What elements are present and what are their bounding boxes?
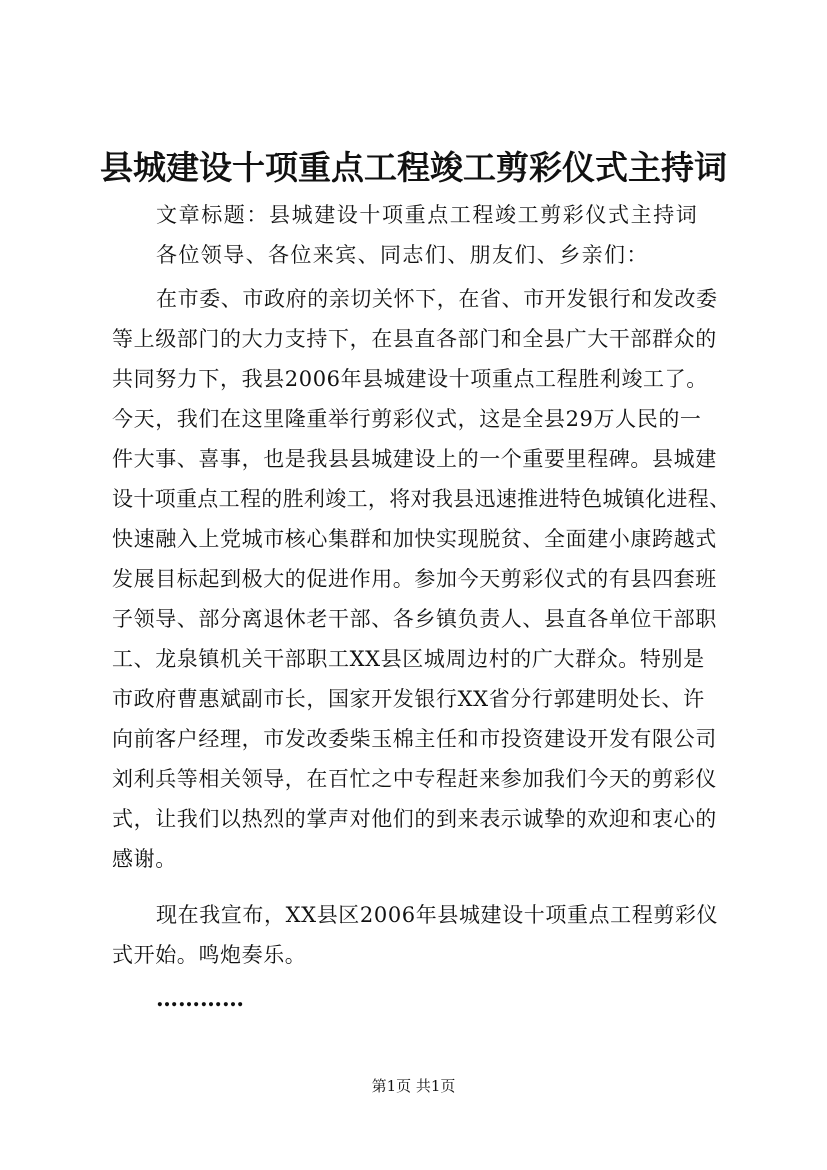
text-line: 向前客户经理，市发改委柴玉棉主任和市投资建设开发有限公司: [112, 727, 717, 751]
text-line: 今天，我们在这里隆重举行剪彩仪式，这是全县29万人民的一: [112, 407, 702, 431]
text-line: 市政府曹惠斌副市长，国家开发银行XX省分行郭建明处长、许: [112, 687, 705, 711]
text-line: 子领导、部分离退休老干部、各乡镇负责人、县直各单位干部职: [112, 607, 717, 631]
page-footer: 第1页 共1页: [371, 1077, 456, 1095]
text-line: 共同努力下，我县2006年县城建设十项重点工程胜利竣工了。: [112, 367, 708, 391]
text-line: 件大事、喜事，也是我县县城建设上的一个重要里程碑。县城建: [112, 447, 717, 471]
text-line: 发展目标起到极大的促进作用。参加今天剪彩仪式的有县四套班: [112, 567, 717, 591]
article-subtitle: 文章标题：县城建设十项重点工程竣工剪彩仪式主持词: [156, 203, 699, 227]
text-line: 在市委、市政府的亲切关怀下，在省、市开发银行和发改委: [156, 287, 718, 311]
ellipsis-line: …………: [156, 986, 244, 1012]
text-line: 现在我宣布，XX县区2006年县城建设十项重点工程剪彩仪: [156, 903, 719, 927]
text-line: 工、龙泉镇机关干部职工XX县区城周边村的广大群众。特别是: [112, 647, 705, 671]
greeting-line: 各位领导、各位来宾、同志们、朋友们、乡亲们：: [156, 243, 649, 267]
text-line: 感谢。: [112, 847, 177, 871]
document-title: 县城建设十项重点工程竣工剪彩仪式主持词: [100, 148, 727, 187]
text-line: 设十项重点工程的胜利竣工，将对我县迅速推进特色城镇化进程、: [112, 487, 731, 511]
text-line: 刘利兵等相关领导，在百忙之中专程赶来参加我们今天的剪彩仪: [112, 767, 717, 791]
text-line: 快速融入上党城市核心集群和加快实现脱贫、全面建小康跨越式: [112, 527, 717, 551]
text-line: 等上级部门的大力支持下，在县直各部门和全县广大干部群众的: [112, 327, 717, 351]
text-line: 式开始。鸣炮奏乐。: [112, 943, 307, 967]
text-line: 式，让我们以热烈的掌声对他们的到来表示诚挚的欢迎和衷心的: [112, 807, 717, 831]
